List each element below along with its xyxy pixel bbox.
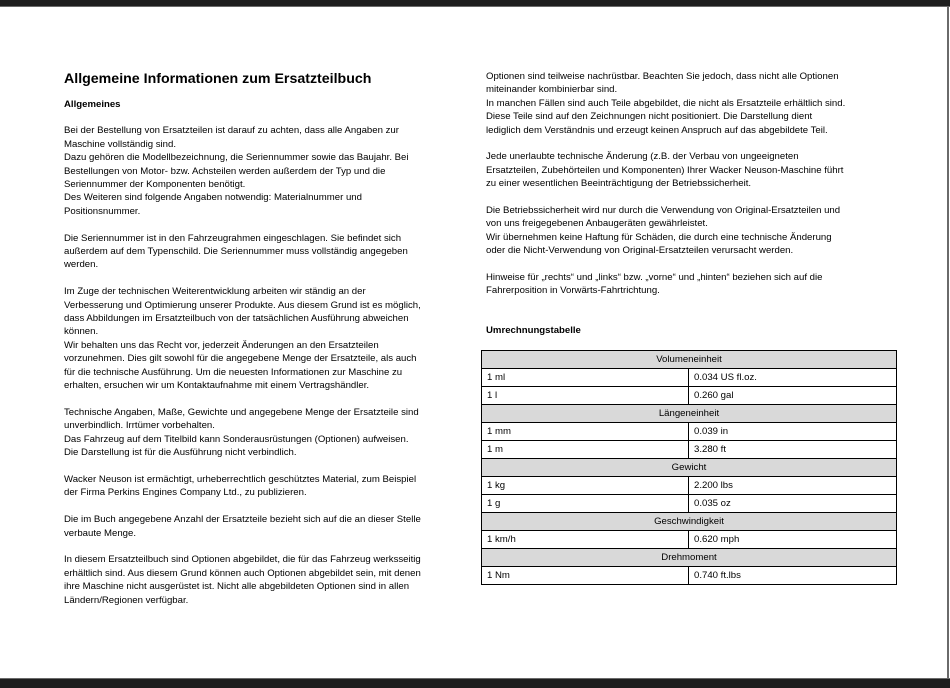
right-column xyxy=(486,70,886,311)
table-group-header: Längeneinheit xyxy=(482,405,897,423)
imperial-unit-cell: 0.035 oz xyxy=(689,495,897,513)
text-line: Verbesserung und Optimierung unserer Produkte. Aus diesem Grund ist es möglich, xyxy=(64,299,421,311)
text-line: Dazu gehören die Modellbezeichnung, die Seriennummer sowie das Baujahr. Bei xyxy=(64,152,409,164)
imperial-unit-cell: 0.039 in xyxy=(689,423,897,441)
text-line: Ländern/Regionen verfügbar. xyxy=(64,594,189,606)
imperial-unit-cell: 0.034 US fl.oz. xyxy=(689,369,897,387)
text-line: Wir übernehmen keine Haftung für Schäden, die durch eine technische Änderung xyxy=(486,231,832,243)
page-right-edge xyxy=(947,6,949,678)
text-line: Seriennummer der Komponenten benötigt. xyxy=(64,179,246,191)
table-group-row xyxy=(482,351,897,369)
text-line: Im Zuge der technischen Weiterentwicklung arbeiten wir ständig an der xyxy=(64,286,366,298)
table-group-row xyxy=(482,405,897,423)
metric-unit-cell: 1 mm xyxy=(482,423,689,441)
right-paragraphs xyxy=(486,70,886,298)
text-line: lediglich dem Verständnis und erzeugt keinen Anspruch auf das abgebildete Teil. xyxy=(486,124,828,136)
metric-unit-cell: 1 m xyxy=(482,441,689,459)
left-column xyxy=(64,70,464,620)
text-line: Maschine vollständig sind. xyxy=(64,138,176,150)
table-group-header: Gewicht xyxy=(482,459,897,477)
text-line: Die Betriebssicherheit wird nur durch die Verwendung von Original-Ersatzteilen und xyxy=(486,205,841,217)
metric-unit-cell: 1 Nm xyxy=(482,567,689,585)
table-group-row xyxy=(482,549,897,567)
text-line: In manchen Fällen sind auch Teile abgebildet, die nicht als Ersatzteile erhältlich sind. xyxy=(486,97,846,109)
table-row xyxy=(482,369,897,387)
paragraph xyxy=(64,473,464,500)
text-line: Bestellungen von Motor- bzw. Achsteilen werden außerdem der Typ und die xyxy=(64,165,386,177)
paragraph xyxy=(64,232,464,272)
text-line: Optionen sind teilweise nachrüstbar. Beachten Sie jedoch, dass nicht alle Optionen xyxy=(486,71,839,82)
text-line: Wacker Neuson ist ermächtigt, urheberrechtlich geschütztes Material, zum Beispiel xyxy=(64,473,417,485)
text-line: Hinweise für „rechts“ und „links“ bzw. „vorne“ und „hinten“ beziehen sich auf die xyxy=(486,272,823,284)
text-line: Diese Teile sind auf den Zeichnungen nicht positioniert. Die Darstellung dient xyxy=(486,111,813,123)
text-line: Des Weiteren sind folgende Angaben notwendig: Materialnummer und xyxy=(64,192,362,204)
table-row xyxy=(482,531,897,549)
table-group-header: Drehmoment xyxy=(482,549,897,567)
text-line: erhältlich sind. Aus diesem Grund können auch Optionen abgebildet sein, mit denen xyxy=(64,567,421,579)
text-line: ihre Maschine nicht ausgerüstet ist. Nicht alle abgebildeten Optionen sind in allen xyxy=(64,581,410,593)
paragraph xyxy=(486,70,886,137)
table-group-header: Geschwindigkeit xyxy=(482,513,897,531)
left-paragraphs xyxy=(64,124,464,607)
conversion-table xyxy=(481,350,897,585)
table-row xyxy=(482,387,897,405)
paragraph xyxy=(64,285,464,392)
text-line: Technische Angaben, Maße, Gewichte und angegebene Menge der Ersatzteile sind xyxy=(64,406,419,418)
table-row xyxy=(482,495,897,513)
paragraph xyxy=(64,553,464,607)
paragraph xyxy=(486,271,886,298)
text-line: können. xyxy=(64,326,99,338)
text-line: Die Darstellung ist für die Ausführung nicht verbindlich. xyxy=(64,447,297,459)
table-group-header: Volumeneinheit xyxy=(482,351,897,369)
paragraph xyxy=(486,204,886,258)
paragraph xyxy=(64,124,464,218)
paragraph xyxy=(64,406,464,460)
imperial-unit-cell: 3.280 ft xyxy=(689,441,897,459)
imperial-unit-cell: 0.260 gal xyxy=(689,387,897,405)
table-row xyxy=(482,423,897,441)
metric-unit-cell: 1 g xyxy=(482,495,689,513)
text-line: der Firma Perkins Engines Company Ltd., zu publizieren. xyxy=(64,487,307,499)
table-group-row xyxy=(482,513,897,531)
text-line: Die Seriennummer ist in den Fahrzeugrahmen eingeschlagen. Sie befindet sich xyxy=(64,232,402,244)
page-title: Allgemeine Informationen zum Ersatzteilbuch xyxy=(64,71,372,87)
metric-unit-cell: 1 kg xyxy=(482,477,689,495)
text-line: oder die Nicht-Verwendung von Original-Ersatzteilen verursacht werden. xyxy=(486,245,794,257)
text-line: zu einer wesentlichen Beeinträchtigung der Betriebssicherheit. xyxy=(486,178,752,190)
paragraph xyxy=(486,150,886,190)
paragraph xyxy=(64,513,464,540)
text-line: dass Abbildungen im Ersatzteilbuch von der tatsächlichen Ausführung abweichen xyxy=(64,313,409,325)
text-line: unverbindlich. Irrtümer vorbehalten. xyxy=(64,420,215,432)
table-row xyxy=(482,441,897,459)
metric-unit-cell: 1 ml xyxy=(482,369,689,387)
text-line: In diesem Ersatzteilbuch sind Optionen abgebildet, die für das Fahrzeug werksseitig xyxy=(64,554,421,566)
imperial-unit-cell: 0.620 mph xyxy=(689,531,897,549)
table-group-row xyxy=(482,459,897,477)
viewer-top-bar xyxy=(0,0,950,7)
section-heading-allgemeines: Allgemeines xyxy=(64,99,121,110)
text-line: Die im Buch angegebene Anzahl der Ersatzteile bezieht sich auf die an dieser Stelle xyxy=(64,514,421,526)
text-line: außerdem auf dem Typenschild. Die Seriennummer muss vollständig angegeben xyxy=(64,246,408,258)
text-line: Jede unerlaubte technische Änderung (z.B. der Verbau von ungeeigneten xyxy=(486,151,799,163)
text-line: vorzunehmen. Dies gilt sowohl für die angegebene Menge der Ersatzteile, als auch xyxy=(64,353,417,365)
text-line: miteinander kombinierbar sind. xyxy=(486,84,618,96)
text-line: Ersatzteilen, Zubehörteilen und Komponenten) Ihrer Wacker Neuson-Maschine führt xyxy=(486,164,844,176)
imperial-unit-cell: 2.200 lbs xyxy=(689,477,897,495)
text-line: für die technische Ausführung. Um die neuesten Informationen zur Maschine zu xyxy=(64,366,403,378)
text-line: von uns freigegebenen Anbaugeräten gewährleistet. xyxy=(486,218,708,230)
conversion-table-heading: Umrechnungstabelle xyxy=(486,325,581,336)
text-line: Das Fahrzeug auf dem Titelbild kann Sonderausrüstungen (Optionen) aufweisen. xyxy=(64,433,409,445)
text-line: verbaute Menge. xyxy=(64,527,136,539)
table-row xyxy=(482,567,897,585)
text-line: Positionsnummer. xyxy=(64,205,141,217)
text-line: Bei der Bestellung von Ersatzteilen ist darauf zu achten, dass alle Angaben zur xyxy=(64,125,399,137)
imperial-unit-cell: 0.740 ft.lbs xyxy=(689,567,897,585)
text-line: Fahrerposition in Vorwärts-Fahrtrichtung. xyxy=(486,285,660,297)
text-line: erhalten, ersuchen wir um Kontaktaufnahme mit einem Vertragshändler. xyxy=(64,380,370,392)
metric-unit-cell: 1 l xyxy=(482,387,689,405)
table-row xyxy=(482,477,897,495)
text-line: Wir behalten uns das Recht vor, jederzeit Änderungen an den Ersatzteilen xyxy=(64,339,379,351)
text-line: werden. xyxy=(64,259,99,271)
metric-unit-cell: 1 km/h xyxy=(482,531,689,549)
